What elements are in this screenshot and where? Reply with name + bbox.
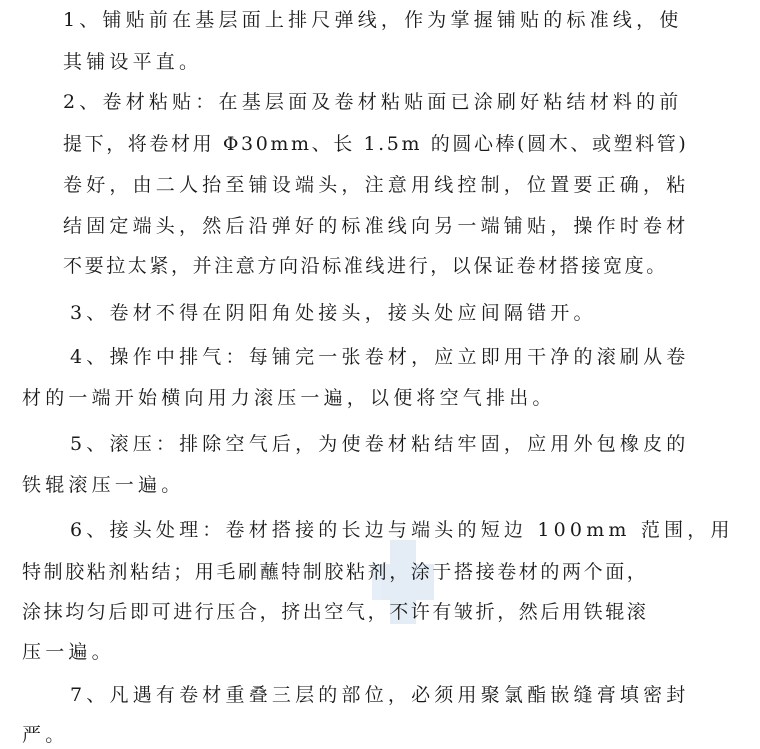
paragraph-6-line-2: 特制胶粘剂粘结；用毛刷蘸特制胶粘剂，涂于搭接卷材的两个面， [22, 561, 649, 583]
paragraph-1-line-2: 其铺设平直。 [63, 51, 203, 73]
paragraph-7-line-2: 严。 [22, 724, 69, 746]
paragraph-2-line-2: 提下，将卷材用 Φ30mm、长 1.5m 的圆心棒(圆木、或塑料管) [63, 133, 689, 155]
paragraph-2-line-3: 卷好，由二人抬至铺设端头，注意用线控制，位置要正确，粘 [63, 174, 690, 196]
paragraph-4-line-1: 4、操作中排气：每铺完一张卷材，应立即用干净的滚刷从卷 [70, 346, 690, 368]
paragraph-4-line-2: 材的一端开始横向用力滚压一遍，以便将空气排出。 [22, 387, 556, 409]
paragraph-1-line-1: 1、铺贴前在基层面上排尺弹线，作为掌握铺贴的标准线，使 [63, 9, 683, 31]
paragraph-5-line-2: 铁辊滚压一遍。 [22, 474, 185, 496]
paragraph-6-line-1: 6、接头处理：卷材搭接的长边与端头的短边 100mm 范围，用 [70, 519, 734, 541]
paragraph-2-line-4: 结固定端头，然后沿弹好的标准线向另一端铺贴，操作时卷材 [63, 215, 690, 237]
paragraph-7-line-1: 7、凡遇有卷材重叠三层的部位，必须用聚氯酯嵌缝膏填密封 [70, 684, 690, 706]
paragraph-3-line-1: 3、卷材不得在阴阳角处接头，接头处应间隔错开。 [70, 302, 597, 324]
paragraph-2-line-5: 不要拉太紧，并注意方向沿标准线进行，以保证卷材搭接宽度。 [63, 255, 668, 277]
paragraph-5-line-1: 5、滚压：排除空气后，为使卷材粘结牢固，应用外包橡皮的 [70, 433, 690, 455]
paragraph-6-line-3: 涂抹均匀后即可进行压合，挤出空气，不许有皱折，然后用铁辊滚 [22, 601, 649, 623]
paragraph-2-line-1: 2、卷材粘贴：在基层面及卷材粘贴面已涂刷好粘结材料的前 [63, 91, 683, 113]
paragraph-6-line-4: 压一遍。 [22, 641, 115, 663]
